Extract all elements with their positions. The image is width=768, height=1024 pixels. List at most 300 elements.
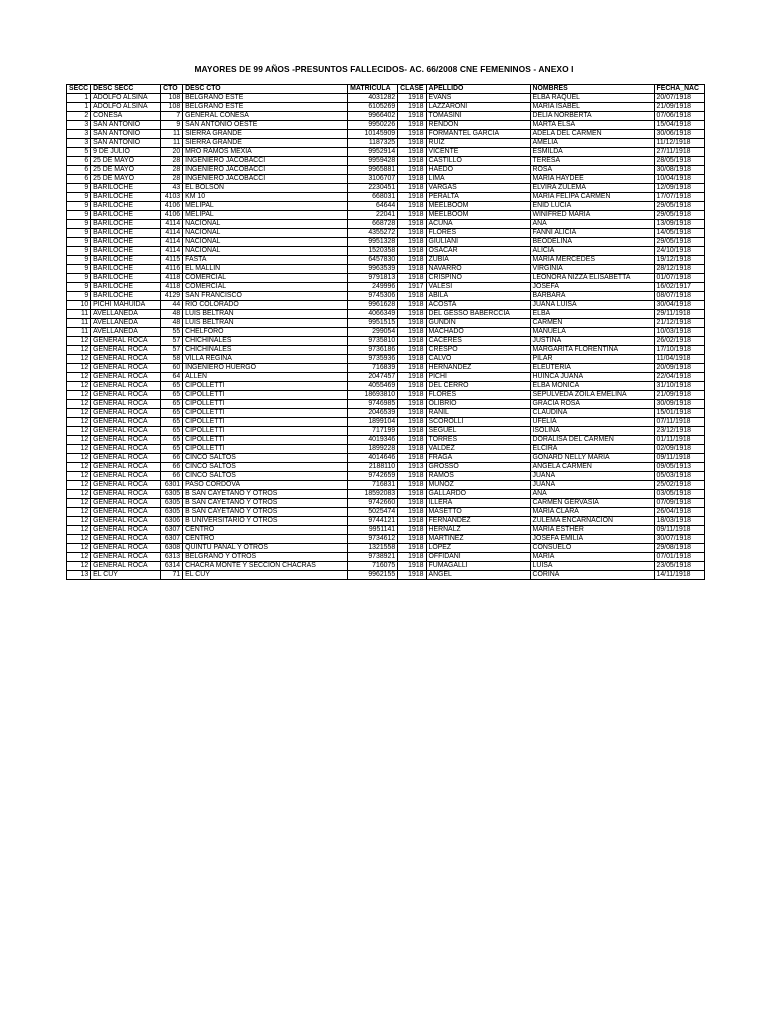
cell-fecha-nac: 07/01/1918 bbox=[654, 553, 704, 562]
cell-desc-secc: GENERAL ROCA bbox=[91, 544, 161, 553]
cell-apellido: CASTILLO bbox=[426, 157, 530, 166]
cell-desc-secc: BARILOCHE bbox=[91, 202, 161, 211]
cell-clase: 1918 bbox=[398, 247, 426, 256]
cell-fecha-nac: 28/05/1918 bbox=[654, 157, 704, 166]
cell-secc: 12 bbox=[67, 418, 91, 427]
cell-secc: 12 bbox=[67, 346, 91, 355]
cell-fecha-nac: 20/07/1918 bbox=[654, 94, 704, 103]
cell-cto: 4118 bbox=[161, 283, 183, 292]
cell-fecha-nac: 17/10/1918 bbox=[654, 346, 704, 355]
table-row bbox=[67, 310, 705, 319]
cell-nombres: DORALISA DEL CARMEN bbox=[530, 436, 654, 445]
cell-cto: 4106 bbox=[161, 202, 183, 211]
table-row bbox=[67, 499, 705, 508]
table-row bbox=[67, 229, 705, 238]
cell-apellido: VARGAS bbox=[426, 184, 530, 193]
cell-apellido: HERNANDEZ bbox=[426, 364, 530, 373]
cell-apellido: VALDEZ bbox=[426, 445, 530, 454]
cell-secc: 9 bbox=[67, 202, 91, 211]
cell-nombres: ANA bbox=[530, 490, 654, 499]
cell-clase: 1918 bbox=[398, 481, 426, 490]
cell-fecha-nac: 13/09/1918 bbox=[654, 220, 704, 229]
cell-clase: 1918 bbox=[398, 373, 426, 382]
table-row bbox=[67, 175, 705, 184]
cell-cto: 44 bbox=[161, 301, 183, 310]
cell-clase: 1918 bbox=[398, 571, 426, 580]
cell-apellido: OLIBRIO bbox=[426, 400, 530, 409]
cell-matricula: 668728 bbox=[348, 220, 398, 229]
cell-desc-cto: MRO RAMOS MEXIA bbox=[183, 148, 348, 157]
cell-secc: 9 bbox=[67, 265, 91, 274]
cell-matricula: 2046539 bbox=[348, 409, 398, 418]
cell-matricula: 9742659 bbox=[348, 472, 398, 481]
header-apellido: APELLIDO bbox=[426, 85, 530, 94]
cell-matricula: 9735936 bbox=[348, 355, 398, 364]
cell-desc-secc: GENERAL ROCA bbox=[91, 526, 161, 535]
cell-matricula: 9746985 bbox=[348, 400, 398, 409]
cell-matricula: 9738921 bbox=[348, 553, 398, 562]
cell-secc: 3 bbox=[67, 130, 91, 139]
cell-clase: 1918 bbox=[398, 265, 426, 274]
cell-secc: 12 bbox=[67, 535, 91, 544]
cell-desc-secc: SAN ANTONIO bbox=[91, 121, 161, 130]
cell-clase: 1918 bbox=[398, 553, 426, 562]
cell-secc: 12 bbox=[67, 382, 91, 391]
cell-desc-cto: CIPOLLETTI bbox=[183, 436, 348, 445]
cell-fecha-nac: 02/09/1918 bbox=[654, 445, 704, 454]
cell-fecha-nac: 29/11/1918 bbox=[654, 310, 704, 319]
table-row bbox=[67, 292, 705, 301]
cell-secc: 12 bbox=[67, 373, 91, 382]
table-row bbox=[67, 490, 705, 499]
cell-matricula: 9791813 bbox=[348, 274, 398, 283]
cell-matricula: 4055469 bbox=[348, 382, 398, 391]
cell-desc-cto: EL MALLIN bbox=[183, 265, 348, 274]
cell-apellido: ILLERA bbox=[426, 499, 530, 508]
cell-desc-secc: BARILOCHE bbox=[91, 265, 161, 274]
cell-cto: 6313 bbox=[161, 553, 183, 562]
cell-cto: 4114 bbox=[161, 220, 183, 229]
cell-fecha-nac: 16/02/1917 bbox=[654, 283, 704, 292]
cell-nombres: GRACIA ROSA bbox=[530, 400, 654, 409]
cell-fecha-nac: 15/04/1918 bbox=[654, 121, 704, 130]
cell-fecha-nac: 26/02/1918 bbox=[654, 337, 704, 346]
cell-clase: 1918 bbox=[398, 490, 426, 499]
table-row bbox=[67, 409, 705, 418]
cell-matricula: 4014646 bbox=[348, 454, 398, 463]
table-row bbox=[67, 571, 705, 580]
cell-clase: 1918 bbox=[398, 328, 426, 337]
cell-clase: 1918 bbox=[398, 445, 426, 454]
cell-fecha-nac: 07/09/1918 bbox=[654, 499, 704, 508]
cell-cto: 4103 bbox=[161, 193, 183, 202]
cell-apellido: GUNDIN bbox=[426, 319, 530, 328]
cell-desc-secc: BARILOCHE bbox=[91, 292, 161, 301]
cell-matricula: 9951141 bbox=[348, 526, 398, 535]
cell-desc-cto: LUIS BELTRAN bbox=[183, 310, 348, 319]
cell-fecha-nac: 07/11/1918 bbox=[654, 418, 704, 427]
cell-clase: 1918 bbox=[398, 535, 426, 544]
cell-matricula: 9734612 bbox=[348, 535, 398, 544]
cell-secc: 12 bbox=[67, 400, 91, 409]
cell-desc-secc: 9 DE JULIO bbox=[91, 148, 161, 157]
table-row bbox=[67, 328, 705, 337]
cell-fecha-nac: 27/11/1918 bbox=[654, 148, 704, 157]
table-row bbox=[67, 274, 705, 283]
cell-matricula: 9744121 bbox=[348, 517, 398, 526]
cell-fecha-nac: 14/11/1918 bbox=[654, 571, 704, 580]
cell-clase: 1918 bbox=[398, 319, 426, 328]
cell-apellido: HERNALZ bbox=[426, 526, 530, 535]
cell-fecha-nac: 22/04/1918 bbox=[654, 373, 704, 382]
cell-cto: 11 bbox=[161, 130, 183, 139]
cell-apellido: VICENTE bbox=[426, 148, 530, 157]
cell-desc-cto: SAN ANTONIO OESTE bbox=[183, 121, 348, 130]
cell-clase: 1918 bbox=[398, 166, 426, 175]
cell-nombres: ANGELA CARMEN bbox=[530, 463, 654, 472]
cell-desc-cto: CIPOLLETTI bbox=[183, 427, 348, 436]
cell-matricula: 9950226 bbox=[348, 121, 398, 130]
cell-nombres: MARIA HAYDEE bbox=[530, 175, 654, 184]
cell-matricula: 4066349 bbox=[348, 310, 398, 319]
cell-secc: 9 bbox=[67, 283, 91, 292]
cell-nombres: MARIA CLARA bbox=[530, 508, 654, 517]
cell-matricula: 9952914 bbox=[348, 148, 398, 157]
cell-clase: 1918 bbox=[398, 112, 426, 121]
cell-desc-secc: BARILOCHE bbox=[91, 283, 161, 292]
table-row bbox=[67, 184, 705, 193]
cell-cto: 6305 bbox=[161, 508, 183, 517]
cell-desc-cto: NACIONAL bbox=[183, 220, 348, 229]
cell-desc-secc: GENERAL ROCA bbox=[91, 508, 161, 517]
cell-apellido: OSACAR bbox=[426, 247, 530, 256]
table-row bbox=[67, 382, 705, 391]
cell-desc-secc: GENERAL ROCA bbox=[91, 472, 161, 481]
cell-clase: 1918 bbox=[398, 175, 426, 184]
cell-secc: 6 bbox=[67, 175, 91, 184]
cell-matricula: 64644 bbox=[348, 202, 398, 211]
cell-clase: 1918 bbox=[398, 355, 426, 364]
cell-desc-secc: EL CUY bbox=[91, 571, 161, 580]
cell-apellido: ACOSTA bbox=[426, 301, 530, 310]
cell-matricula: 4031282 bbox=[348, 94, 398, 103]
cell-cto: 60 bbox=[161, 364, 183, 373]
cell-cto: 28 bbox=[161, 157, 183, 166]
cell-apellido: MACHADO bbox=[426, 328, 530, 337]
cell-clase: 1918 bbox=[398, 94, 426, 103]
table-row bbox=[67, 211, 705, 220]
table-row bbox=[67, 364, 705, 373]
header-matricula: MATRICULA bbox=[348, 85, 398, 94]
table-row bbox=[67, 301, 705, 310]
table-row bbox=[67, 472, 705, 481]
cell-clase: 1918 bbox=[398, 310, 426, 319]
cell-secc: 9 bbox=[67, 274, 91, 283]
table-row bbox=[67, 220, 705, 229]
cell-cto: 65 bbox=[161, 418, 183, 427]
cell-clase: 1918 bbox=[398, 427, 426, 436]
cell-desc-secc: BARILOCHE bbox=[91, 211, 161, 220]
header-cto: CTO bbox=[161, 85, 183, 94]
cell-nombres: MARTA ELSA bbox=[530, 121, 654, 130]
cell-secc: 12 bbox=[67, 481, 91, 490]
cell-nombres: ENID LUCIA bbox=[530, 202, 654, 211]
table-row bbox=[67, 517, 705, 526]
cell-nombres: JOSEFA bbox=[530, 283, 654, 292]
cell-desc-cto: B SAN CAYETANO Y OTROS bbox=[183, 499, 348, 508]
cell-desc-cto: CENTRO bbox=[183, 535, 348, 544]
cell-apellido: DEL CERRO bbox=[426, 382, 530, 391]
cell-apellido: SEGUEL bbox=[426, 427, 530, 436]
cell-secc: 12 bbox=[67, 364, 91, 373]
cell-desc-secc: GENERAL ROCA bbox=[91, 499, 161, 508]
cell-apellido: CACERES bbox=[426, 337, 530, 346]
cell-clase: 1918 bbox=[398, 220, 426, 229]
cell-desc-secc: AVELLANEDA bbox=[91, 310, 161, 319]
cell-fecha-nac: 30/06/1918 bbox=[654, 130, 704, 139]
cell-apellido: NAVARRO bbox=[426, 265, 530, 274]
cell-desc-cto: CIPOLLETTI bbox=[183, 418, 348, 427]
cell-matricula: 1899104 bbox=[348, 418, 398, 427]
cell-clase: 1918 bbox=[398, 409, 426, 418]
cell-cto: 4106 bbox=[161, 211, 183, 220]
cell-desc-cto: COMERCIAL bbox=[183, 274, 348, 283]
cell-secc: 12 bbox=[67, 427, 91, 436]
cell-secc: 6 bbox=[67, 166, 91, 175]
cell-nombres: ELBA MONICA bbox=[530, 382, 654, 391]
cell-fecha-nac: 15/01/1918 bbox=[654, 409, 704, 418]
cell-desc-secc: GENERAL ROCA bbox=[91, 481, 161, 490]
cell-clase: 1913 bbox=[398, 463, 426, 472]
cell-cto: 4118 bbox=[161, 274, 183, 283]
cell-clase: 1918 bbox=[398, 436, 426, 445]
cell-cto: 66 bbox=[161, 472, 183, 481]
cell-apellido: PERALTA bbox=[426, 193, 530, 202]
cell-desc-secc: ADOLFO ALSINA bbox=[91, 94, 161, 103]
cell-cto: 43 bbox=[161, 184, 183, 193]
cell-cto: 6314 bbox=[161, 562, 183, 571]
cell-fecha-nac: 11/04/1918 bbox=[654, 355, 704, 364]
table-row bbox=[67, 139, 705, 148]
cell-cto: 4115 bbox=[161, 256, 183, 265]
cell-clase: 1918 bbox=[398, 472, 426, 481]
cell-fecha-nac: 21/09/1918 bbox=[654, 103, 704, 112]
cell-desc-cto: ALLEN bbox=[183, 373, 348, 382]
cell-nombres: CARMEN bbox=[530, 319, 654, 328]
cell-apellido: LIMA bbox=[426, 175, 530, 184]
cell-desc-secc: 25 DE MAYO bbox=[91, 175, 161, 184]
cell-desc-secc: 25 DE MAYO bbox=[91, 166, 161, 175]
cell-apellido: RANIL bbox=[426, 409, 530, 418]
cell-secc: 3 bbox=[67, 121, 91, 130]
cell-clase: 1918 bbox=[398, 238, 426, 247]
cell-cto: 65 bbox=[161, 427, 183, 436]
cell-fecha-nac: 09/11/1918 bbox=[654, 526, 704, 535]
table-row bbox=[67, 346, 705, 355]
table-row bbox=[67, 373, 705, 382]
cell-desc-secc: GENERAL ROCA bbox=[91, 337, 161, 346]
cell-matricula: 299054 bbox=[348, 328, 398, 337]
cell-desc-secc: AVELLANEDA bbox=[91, 319, 161, 328]
cell-apellido: ANGEL bbox=[426, 571, 530, 580]
cell-apellido: FUMAGALLI bbox=[426, 562, 530, 571]
cell-nombres: DELIA NORBERTA bbox=[530, 112, 654, 121]
cell-apellido: LAZZARONI bbox=[426, 103, 530, 112]
header-clase: CLASE bbox=[398, 85, 426, 94]
cell-cto: 48 bbox=[161, 310, 183, 319]
cell-matricula: 4019346 bbox=[348, 436, 398, 445]
cell-nombres: GONARD NELLY MARIA bbox=[530, 454, 654, 463]
cell-clase: 1918 bbox=[398, 337, 426, 346]
cell-nombres: ALICIA bbox=[530, 247, 654, 256]
cell-clase: 1918 bbox=[398, 526, 426, 535]
cell-fecha-nac: 05/03/1918 bbox=[654, 472, 704, 481]
cell-matricula: 9963539 bbox=[348, 265, 398, 274]
cell-secc: 9 bbox=[67, 211, 91, 220]
cell-nombres: MARIA MERCEDES bbox=[530, 256, 654, 265]
cell-nombres: FANNI ALICIA bbox=[530, 229, 654, 238]
table-row bbox=[67, 454, 705, 463]
cell-secc: 11 bbox=[67, 319, 91, 328]
cell-desc-cto: BELGRANO ESTE bbox=[183, 103, 348, 112]
cell-apellido: RENDON bbox=[426, 121, 530, 130]
table-row bbox=[67, 256, 705, 265]
cell-cto: 4114 bbox=[161, 247, 183, 256]
cell-nombres: ELCIRA bbox=[530, 445, 654, 454]
cell-desc-secc: 25 DE MAYO bbox=[91, 157, 161, 166]
cell-cto: 4114 bbox=[161, 238, 183, 247]
cell-fecha-nac: 03/05/1918 bbox=[654, 490, 704, 499]
cell-desc-secc: BARILOCHE bbox=[91, 256, 161, 265]
cell-desc-secc: PICHI MAHUIDA bbox=[91, 301, 161, 310]
table-row bbox=[67, 193, 705, 202]
cell-apellido: FLORES bbox=[426, 229, 530, 238]
table-row bbox=[67, 544, 705, 553]
cell-clase: 1918 bbox=[398, 418, 426, 427]
cell-apellido: CRESPO bbox=[426, 346, 530, 355]
cell-matricula: 9736186 bbox=[348, 346, 398, 355]
cell-desc-secc: BARILOCHE bbox=[91, 220, 161, 229]
cell-nombres: CORINA bbox=[530, 571, 654, 580]
cell-fecha-nac: 29/05/1918 bbox=[654, 211, 704, 220]
cell-secc: 1 bbox=[67, 94, 91, 103]
cell-desc-secc: GENERAL ROCA bbox=[91, 409, 161, 418]
table-row bbox=[67, 202, 705, 211]
cell-secc: 5 bbox=[67, 148, 91, 157]
cell-apellido: RAMOS bbox=[426, 472, 530, 481]
cell-matricula: 18693810 bbox=[348, 391, 398, 400]
cell-nombres: VIRGINIA bbox=[530, 265, 654, 274]
cell-fecha-nac: 18/03/1918 bbox=[654, 517, 704, 526]
cell-clase: 1918 bbox=[398, 382, 426, 391]
table-row bbox=[67, 319, 705, 328]
cell-secc: 10 bbox=[67, 301, 91, 310]
cell-matricula: 9959428 bbox=[348, 157, 398, 166]
cell-matricula: 249996 bbox=[348, 283, 398, 292]
cell-fecha-nac: 30/08/1918 bbox=[654, 166, 704, 175]
cell-desc-cto: FASTA bbox=[183, 256, 348, 265]
cell-apellido: RUIZ bbox=[426, 139, 530, 148]
cell-clase: 1918 bbox=[398, 256, 426, 265]
cell-nombres: MARIA ISABEL bbox=[530, 103, 654, 112]
cell-clase: 1918 bbox=[398, 517, 426, 526]
cell-apellido: MEELBOOM bbox=[426, 211, 530, 220]
cell-fecha-nac: 17/07/1918 bbox=[654, 193, 704, 202]
table-row bbox=[67, 481, 705, 490]
cell-cto: 57 bbox=[161, 337, 183, 346]
cell-cto: 58 bbox=[161, 355, 183, 364]
cell-matricula: 22041 bbox=[348, 211, 398, 220]
cell-secc: 12 bbox=[67, 337, 91, 346]
cell-apellido: GIULIANI bbox=[426, 238, 530, 247]
cell-secc: 12 bbox=[67, 463, 91, 472]
cell-cto: 57 bbox=[161, 346, 183, 355]
cell-clase: 1918 bbox=[398, 292, 426, 301]
cell-desc-secc: GENERAL ROCA bbox=[91, 391, 161, 400]
cell-secc: 12 bbox=[67, 445, 91, 454]
cell-desc-cto: B SAN CAYETANO Y OTROS bbox=[183, 490, 348, 499]
table-row bbox=[67, 130, 705, 139]
cell-apellido: ZUBIA bbox=[426, 256, 530, 265]
document-title: MAYORES DE 99 AÑOS -PRESUNTOS FALLECIDOS- AC. 66/2008 CNE FEMENINOS - ANEXO I bbox=[194, 64, 574, 74]
cell-fecha-nac: 24/10/1918 bbox=[654, 247, 704, 256]
cell-nombres: ELEUTERIA bbox=[530, 364, 654, 373]
cell-nombres: SEPULVEDA ZOILA EMELINA bbox=[530, 391, 654, 400]
cell-clase: 1917 bbox=[398, 283, 426, 292]
cell-nombres: ESMILDA bbox=[530, 148, 654, 157]
cell-nombres: TERESA bbox=[530, 157, 654, 166]
cell-nombres: JUANA bbox=[530, 481, 654, 490]
cell-fecha-nac: 25/02/1918 bbox=[654, 481, 704, 490]
cell-clase: 1918 bbox=[398, 130, 426, 139]
cell-matricula: 5025474 bbox=[348, 508, 398, 517]
cell-cto: 65 bbox=[161, 409, 183, 418]
table-row bbox=[67, 355, 705, 364]
cell-clase: 1918 bbox=[398, 121, 426, 130]
cell-cto: 4116 bbox=[161, 265, 183, 274]
cell-nombres: ELBA RAQUEL bbox=[530, 94, 654, 103]
cell-desc-secc: GENERAL ROCA bbox=[91, 463, 161, 472]
table-row bbox=[67, 166, 705, 175]
cell-secc: 1 bbox=[67, 103, 91, 112]
cell-desc-secc: GENERAL ROCA bbox=[91, 346, 161, 355]
table-row bbox=[67, 436, 705, 445]
cell-desc-cto: MELIPAL bbox=[183, 211, 348, 220]
cell-desc-secc: GENERAL ROCA bbox=[91, 382, 161, 391]
cell-apellido: MASETTO bbox=[426, 508, 530, 517]
cell-desc-secc: BARILOCHE bbox=[91, 274, 161, 283]
cell-secc: 12 bbox=[67, 544, 91, 553]
cell-desc-cto: CIPOLLETTI bbox=[183, 391, 348, 400]
cell-desc-cto: KM 10 bbox=[183, 193, 348, 202]
table-body bbox=[67, 94, 705, 580]
cell-secc: 12 bbox=[67, 553, 91, 562]
cell-apellido: MUNOZ bbox=[426, 481, 530, 490]
table-row bbox=[67, 121, 705, 130]
cell-apellido: DEL GESSO BABERCCIA bbox=[426, 310, 530, 319]
cell-fecha-nac: 01/07/1918 bbox=[654, 274, 704, 283]
cell-apellido: CRISPINO bbox=[426, 274, 530, 283]
cell-clase: 1918 bbox=[398, 148, 426, 157]
cell-desc-secc: GENERAL ROCA bbox=[91, 445, 161, 454]
cell-cto: 6306 bbox=[161, 517, 183, 526]
cell-apellido: ABILA bbox=[426, 292, 530, 301]
cell-cto: 108 bbox=[161, 94, 183, 103]
cell-cto: 66 bbox=[161, 463, 183, 472]
table-row bbox=[67, 283, 705, 292]
cell-secc: 13 bbox=[67, 571, 91, 580]
cell-secc: 12 bbox=[67, 355, 91, 364]
